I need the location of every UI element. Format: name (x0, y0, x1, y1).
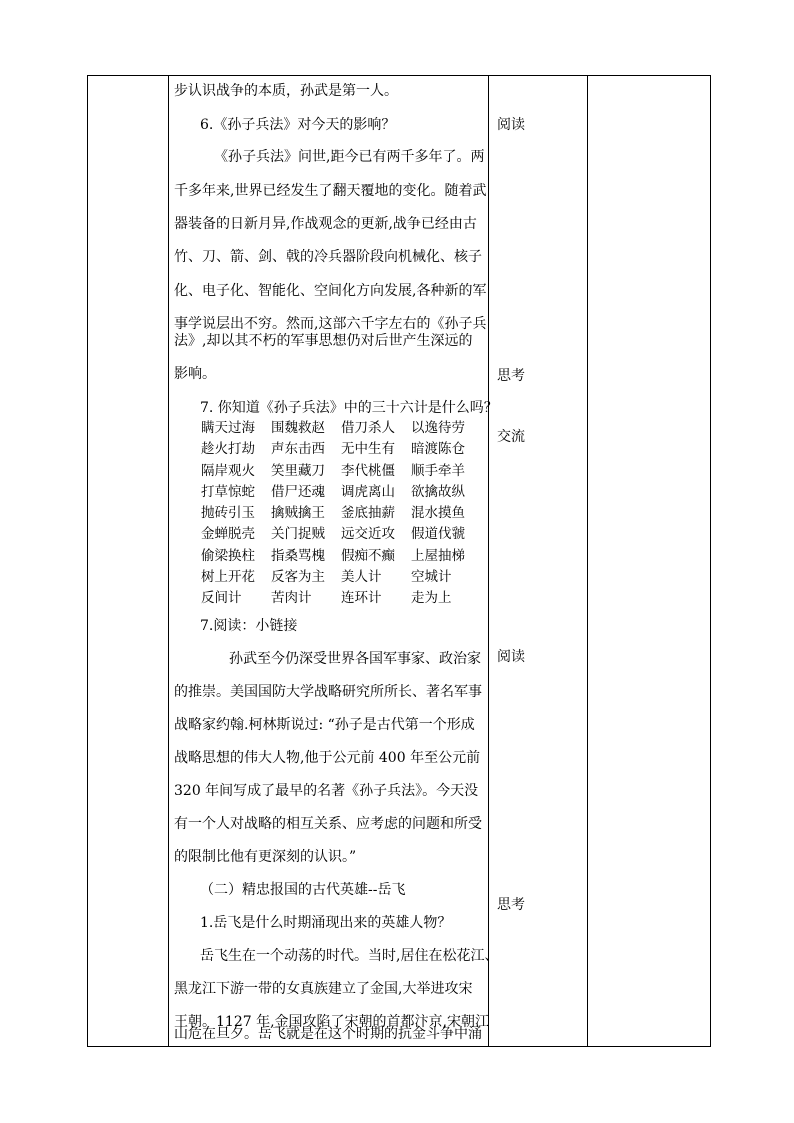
stratagem-row (201, 588, 481, 609)
activity-label: 思考 (497, 897, 525, 913)
stratagem-list (201, 418, 481, 610)
stratagem: 欲擒故纵 (411, 483, 465, 500)
stratagem: 假痴不癫 (341, 547, 395, 564)
stratagem: 美人计 (341, 569, 382, 586)
activity-label: 思考 (497, 368, 525, 384)
stratagem: 顺手牵羊 (411, 462, 465, 479)
text-line: 影响。 (174, 366, 216, 382)
text-line: 《孙子兵法》问世,距今已有两千多年了。两 (214, 149, 485, 165)
section-heading: （二）精忠报国的古代英雄--岳飞 (200, 882, 406, 898)
stratagem: 指桑骂槐 (271, 547, 325, 564)
stratagem: 声东击西 (271, 441, 325, 458)
text-line: 孙武至今仍深受世界各国军事家、政治家 (229, 651, 481, 667)
text-line: 王朝。1127 年,金国攻陷了宋朝的首都汴京,宋朝江 (174, 1014, 489, 1030)
stratagem: 金蝉脱壳 (201, 526, 255, 543)
question-heading: 1.岳飞是什么时期涌现出来的英雄人物？ (200, 915, 452, 931)
activity-label: 交流 (497, 429, 525, 445)
stratagem: 借尸还魂 (271, 483, 325, 500)
activity-label: 阅读 (497, 117, 525, 133)
stratagem: 连环计 (341, 590, 382, 607)
column-blank-left (88, 76, 169, 1047)
text-line: 化、电子化、智能化、空间化方向发展,各种新的军 (174, 283, 487, 299)
stratagem: 抛砖引玉 (201, 505, 255, 522)
stratagem: 瞒天过海 (201, 420, 255, 436)
stratagem: 打草惊蛇 (201, 483, 255, 500)
column-blank-right (588, 76, 711, 1047)
activity-label: 阅读 (497, 649, 525, 665)
text-line: 山危在旦夕。岳飞就是在这个时期的抗金斗争中涌 (174, 1026, 482, 1042)
stratagem-row (201, 461, 481, 482)
stratagem-row (201, 482, 481, 503)
stratagem-row (201, 418, 481, 439)
stratagem-row (201, 503, 481, 524)
stratagem: 关门捉贼 (271, 526, 325, 543)
text-line: 岳飞生在一个动荡的时代。当时,居住在松花江、 (200, 948, 499, 964)
stratagem: 混水摸鱼 (411, 505, 465, 522)
text-line: 320 年间写成了最早的名著《孙子兵法》。今天没 (174, 783, 479, 799)
text-line: 战略思想的伟大人物,他于公元前 400 年至公元前 (174, 750, 481, 766)
stratagem: 围魏救赵 (271, 420, 325, 436)
lesson-table (87, 75, 711, 1047)
text-line: 法》,却以其不朽的军事思想仍对后世产生深远的 (174, 333, 473, 349)
text-line: 的限制比他有更深刻的认识。” (174, 849, 357, 865)
stratagem: 远交近攻 (341, 526, 395, 543)
text-line: 黑龙江下游一带的女真族建立了金国,大举进攻宋 (174, 981, 473, 997)
stratagem: 暗渡陈仓 (411, 441, 465, 458)
stratagem: 李代桃僵 (341, 462, 395, 479)
stratagem: 无中生有 (341, 441, 395, 458)
text-line: 事学说层出不穷。然而,这部六千字左右的《孙子兵 (174, 316, 487, 332)
section-heading: 7.阅读：小链接 (200, 618, 298, 634)
stratagem: 借刀杀人 (341, 420, 395, 436)
stratagem: 隔岸观火 (201, 462, 255, 479)
question-heading: 6.《孙子兵法》对今天的影响？ (200, 117, 396, 133)
stratagem: 反客为主 (271, 569, 325, 586)
text-line: 千多年来,世界已经发生了翻天覆地的变化。随着武 (174, 183, 487, 199)
column-activity (489, 76, 588, 1047)
stratagem-row (201, 524, 481, 545)
stratagem-row (201, 546, 481, 567)
stratagem: 趁火打劫 (201, 441, 255, 458)
stratagem: 上屋抽梯 (411, 547, 465, 564)
text-line: 器装备的日新月异,作战观念的更新,战争已经由古 (174, 216, 477, 232)
text-line: 战略家约翰.柯林斯说过: “孙子是古代第一个形成 (174, 717, 475, 733)
stratagem-row (201, 439, 481, 460)
text-line: 步认识战争的本质，孙武是第一人。 (174, 83, 398, 99)
stratagem: 偷梁换柱 (201, 547, 255, 564)
stratagem: 空城计 (411, 569, 452, 586)
stratagem: 假道伐虢 (411, 526, 465, 543)
stratagem: 调虎离山 (341, 483, 395, 500)
text-line: 有一个人对战略的相互关系、应考虑的问题和所受 (174, 816, 482, 832)
stratagem-row (201, 567, 481, 588)
stratagem: 苦肉计 (271, 590, 312, 607)
stratagem: 走为上 (411, 590, 452, 607)
column-content (169, 76, 499, 1047)
text-line: 的推崇。美国国防大学战略研究所所长、著名军事 (174, 684, 482, 700)
question-heading: 7. 你知道《孙子兵法》中的三十六计是什么吗？ (200, 400, 498, 416)
stratagem: 以逸待劳 (411, 420, 465, 436)
text-line: 竹、刀、箭、剑、戟的冷兵器阶段向机械化、核子 (174, 249, 482, 265)
stratagem: 擒贼擒王 (271, 505, 325, 522)
stratagem: 树上开花 (201, 569, 255, 586)
stratagem: 笑里藏刀 (271, 462, 325, 479)
stratagem: 反间计 (201, 590, 242, 607)
stratagem: 釜底抽薪 (341, 505, 395, 522)
